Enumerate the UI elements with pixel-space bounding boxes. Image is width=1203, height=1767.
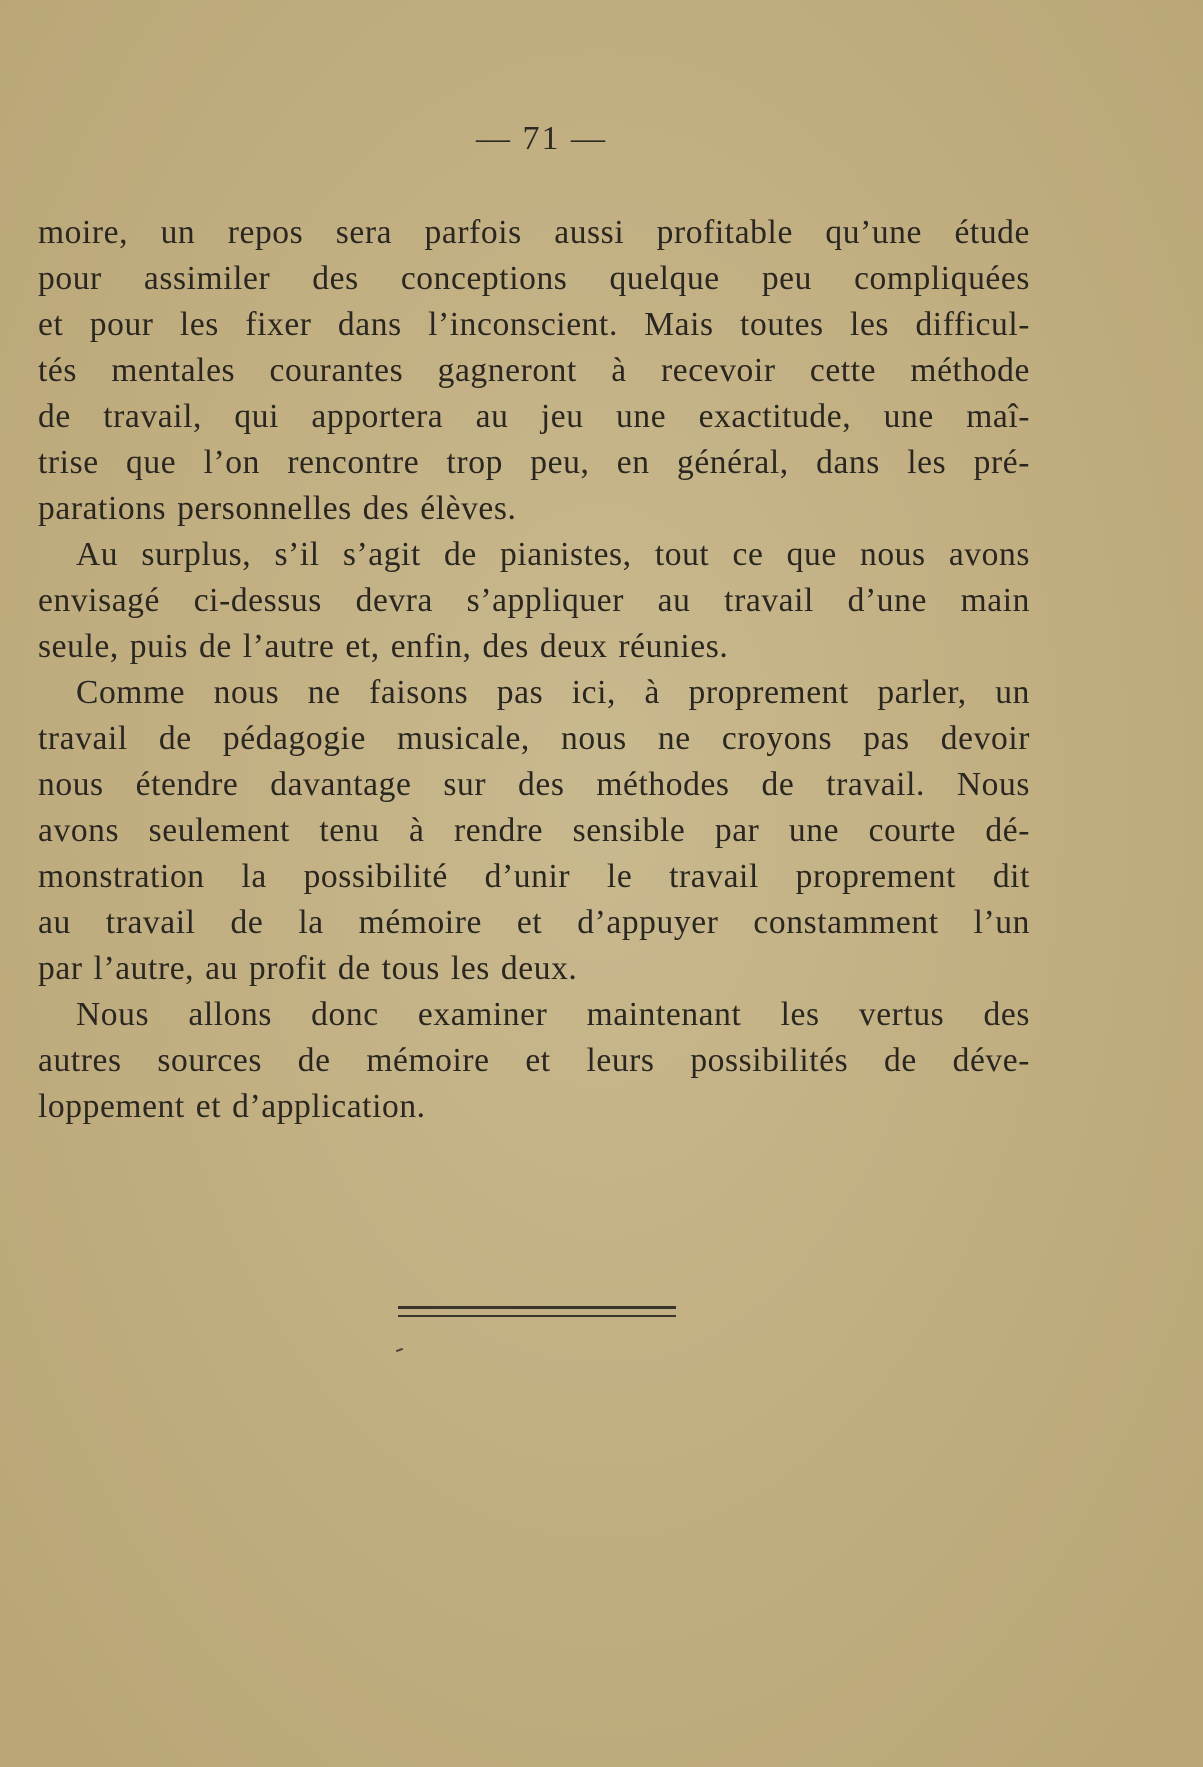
text-line: monstration la possibilité d’unir le travail proprement dit [38,858,1030,895]
text-line: par l’autre, au profit de tous les deux. [38,950,578,987]
text-line: Comme nous ne faisons pas ici, à proprement parler, un [76,674,1030,711]
section-end-rule-thick [398,1306,676,1309]
paragraph-4 [38,992,1030,1130]
paragraph-3 [38,670,1030,992]
text-line: avons seulement tenu à rendre sensible par une courte dé- [38,812,1030,849]
text-line: moire, un repos sera parfois aussi profitable qu’une étude [38,214,1030,251]
text-line: parations personnelles des élèves. [38,490,517,527]
text-line: loppement et d’application. [38,1088,426,1125]
text-line: Nous allons donc examiner maintenant les vertus des [76,996,1030,1033]
paragraph-2 [38,532,1030,670]
text-line: seule, puis de l’autre et, enfin, des deux réunies. [38,628,729,665]
text-line: et pour les fixer dans l’inconscient. Mais toutes les difficul- [38,306,1030,343]
text-line: travail de pédagogie musicale, nous ne croyons pas devoir [38,720,1030,757]
paragraph-1 [38,210,1030,532]
text-line: de travail, qui apportera au jeu une exactitude, une maî- [38,398,1030,435]
text-line: autres sources de mémoire et leurs possibilités de déve- [38,1042,1030,1079]
page-number: — 71 — [476,120,607,157]
text-line: Au surplus, s’il s’agit de pianistes, tout ce que nous avons [76,536,1030,573]
text-line: trise que l’on rencontre trop peu, en général, dans les pré- [38,444,1030,481]
body-text [38,210,1030,1130]
text-line: pour assimiler des conceptions quelque peu compliquées [38,260,1030,297]
section-end-rule-thin [398,1315,676,1317]
ink-speck [396,1348,403,1352]
text-line: au travail de la mémoire et d’appuyer constamment l’un [38,904,1030,941]
text-line: nous étendre davantage sur des méthodes de travail. Nous [38,766,1030,803]
text-line: envisagé ci-dessus devra s’appliquer au travail d’une main [38,582,1030,619]
text-line: tés mentales courantes gagneront à recevoir cette méthode [38,352,1030,389]
